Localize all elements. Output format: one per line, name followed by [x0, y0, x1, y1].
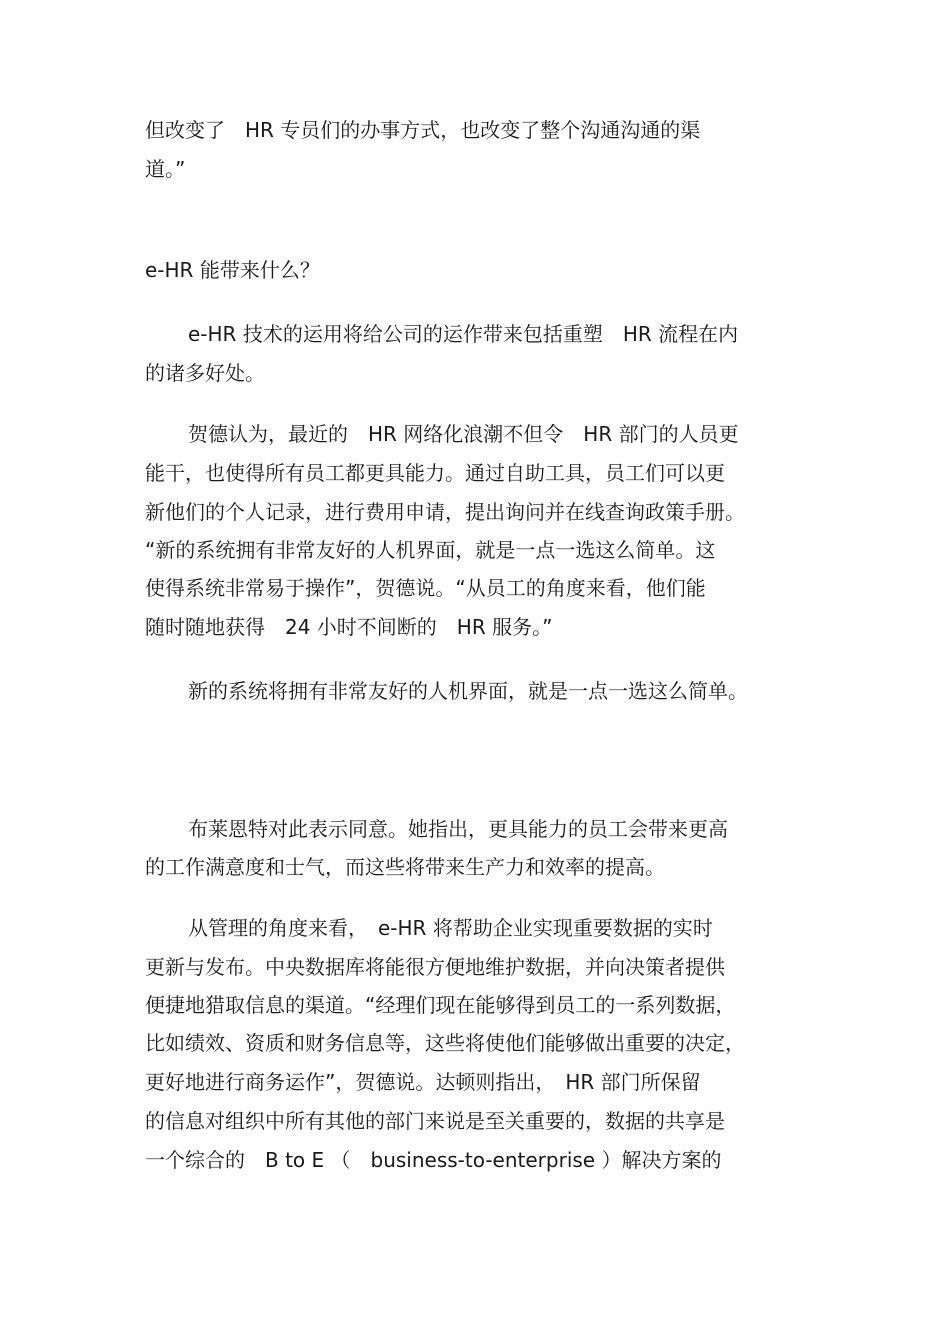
section-heading: e-HR 能带来什么？ [145, 258, 320, 282]
paragraph-4-line-1: 从管理的角度来看， e-HR 将帮助企业实现重要数据的实时 [188, 916, 713, 940]
paragraph-2-line-1: 贺德认为，最近的 HR 网络化浪潮不但令 HR 部门的人员更 [188, 422, 739, 446]
paragraph-2-line-5: 使得系统非常易于操作”，贺德说。“从员工的角度来看，他们能 [145, 576, 706, 600]
paragraph-4-line-5: 更好地进行商务运作”，贺德说。达顿则指出， HR 部门所保留 [145, 1070, 701, 1094]
paragraph-1-line-1: e-HR 技术的运用将给公司的运作带来包括重塑 HR 流程在内 [188, 322, 739, 346]
paragraph-2-line-3: 新他们的个人记录，进行费用申请，提出询问并在线查询政策手册。 [145, 500, 745, 524]
paragraph-2-line-6: 随时随地获得 24 小时不间断的 HR 服务。” [145, 615, 553, 639]
intro-line-1: 但改变了 HR 专员们的办事方式，也改变了整个沟通沟通的渠 [145, 118, 701, 142]
intro-line-2: 道。” [145, 157, 186, 181]
pull-quote: 新的系统将拥有非常友好的人机界面，就是一点一选这么简单。 [188, 679, 748, 703]
paragraph-4-line-4: 比如绩效、资质和财务信息等，这些将使他们能够做出重要的决定， [145, 1031, 745, 1055]
paragraph-2-line-2: 能干，也使得所有员工都更具能力。通过自助工具，员工们可以更 [145, 461, 725, 485]
paragraph-4-line-2: 更新与发布。中央数据库将能很方便地维护数据，并向决策者提供 [145, 955, 725, 979]
paragraph-4-line-6: 的信息对组织中所有其他的部门来说是至关重要的，数据的共享是 [145, 1109, 725, 1133]
paragraph-4-line-3: 便捷地猎取信息的渠道。“经理们现在能够得到员工的一系列数据， [145, 993, 736, 1017]
paragraph-3-line-2: 的工作满意度和士气，而这些将带来生产力和效率的提高。 [145, 855, 665, 879]
paragraph-1-line-2: 的诸多好处。 [145, 361, 265, 385]
paragraph-4-line-7: 一个综合的 B to E （ business-to-enterprise ）解决方案的 [145, 1148, 722, 1172]
paragraph-2-line-4: “新的系统拥有非常友好的人机界面，就是一点一选这么简单。这 [145, 538, 716, 562]
paragraph-3-line-1: 布莱恩特对此表示同意。她指出，更具能力的员工会带来更高 [188, 817, 728, 841]
